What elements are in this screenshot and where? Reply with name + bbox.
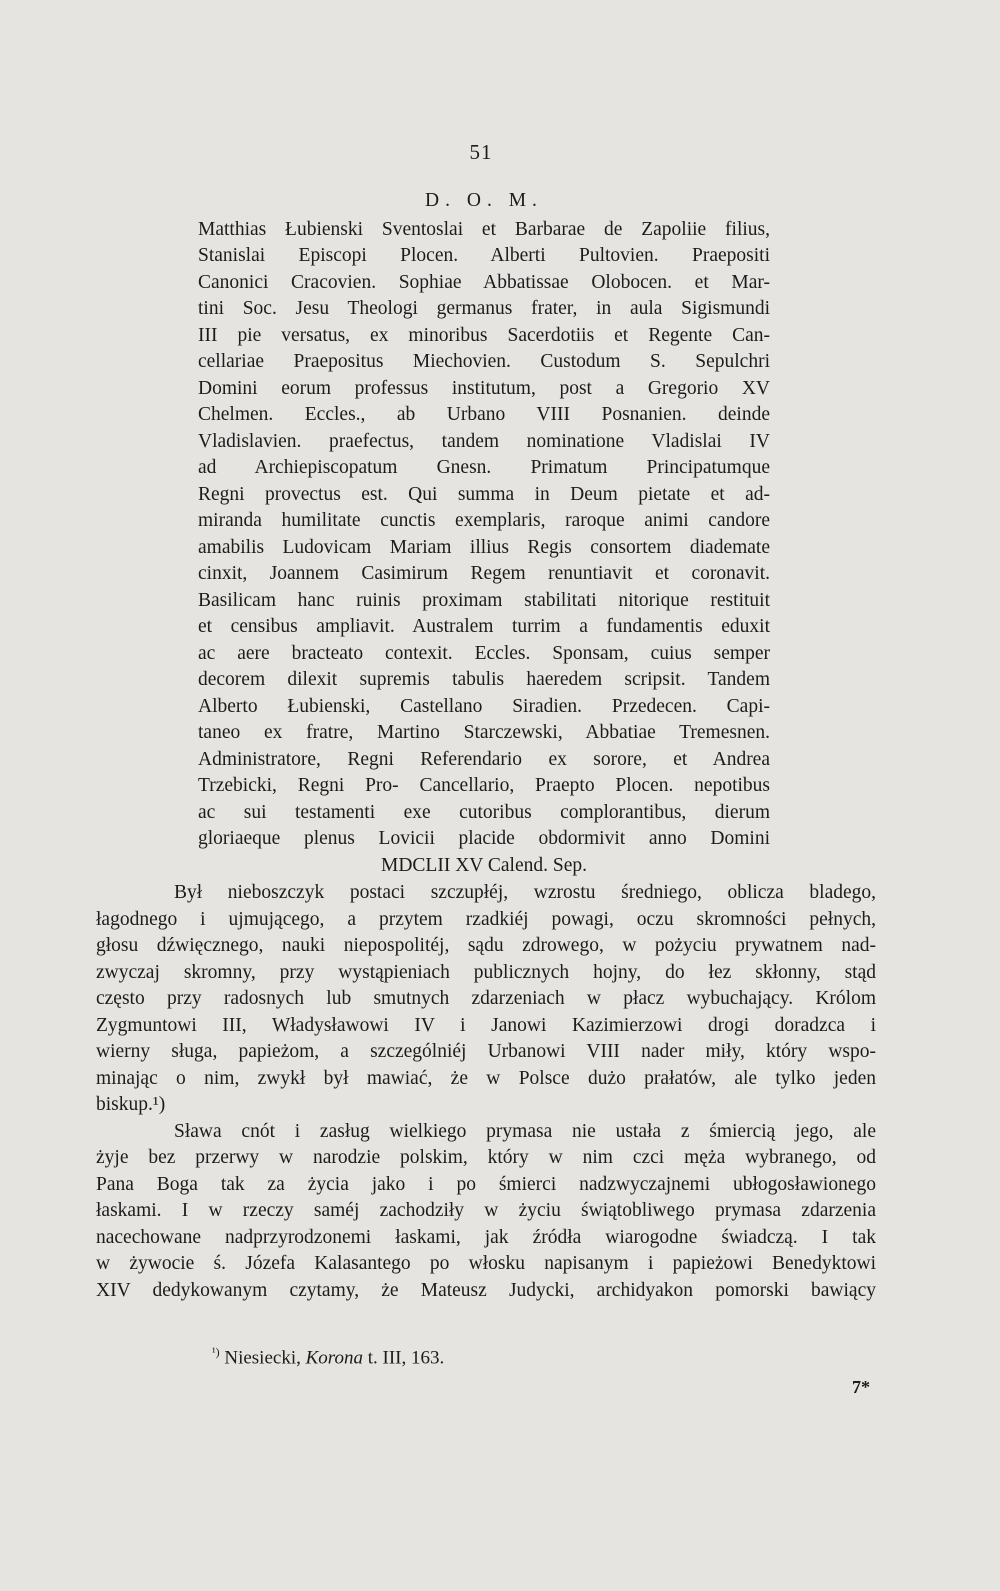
paragraph-line: głosu dźwięcznego, nauki niepospolitéj, sądu zdrowego, w pożyciu prywatnem nad- — [96, 935, 876, 956]
epitaph-line: taneo ex fratre, Martino Starczewski, Abbatiae Tremesnen. — [198, 722, 770, 743]
page-number: 51 — [469, 140, 493, 164]
epitaph-line: cellariae Praepositus Miechovien. Custodum S. Sepulchri — [198, 351, 770, 372]
epitaph-line: ac sui testamenti exe cutoribus complorantibus, dierum — [198, 801, 770, 823]
paragraph-line: XIV dedykowanym czytamy, że Mateusz Judycki, archidyakon pomorski bawiący — [96, 1279, 876, 1301]
paragraph-line: nacechowane nadprzyrodzonemi łaskami, jak źródła wiarogodne świadczą. I tak — [96, 1226, 876, 1248]
epitaph-line: tini Soc. Jesu Theologi germanus frater, in aula Sigismundi — [198, 298, 770, 319]
paragraph-line: biskup.¹) — [96, 1094, 166, 1115]
paragraph-line: często przy radosnych lub smutnych zdarzeniach w płacz wybuchający. Królom — [96, 988, 876, 1009]
epitaph-line: Domini eorum professus institutum, post a Gregorio XV — [198, 377, 770, 399]
epitaph-line: cinxit, Joannem Casimirum Regem renuntiavit et coronavit. — [198, 563, 770, 584]
epitaph-line: Vladislavien. praefectus, tandem nominatione Vladislai IV — [198, 430, 770, 452]
paragraph-line: wierny sługa, papieżom, a szczególniéj Urbanowi VIII nader miły, który wspo- — [96, 1041, 876, 1062]
epitaph-line: Administratore, Regni Referendario ex sorore, et Andrea — [198, 748, 770, 770]
epitaph-line: Alberto Łubienski, Castellano Siradien. Przedecen. Capi- — [198, 695, 770, 717]
epitaph-line: Stanislai Episcopi Plocen. Alberti Pultovien. Praepositi — [198, 245, 770, 266]
epitaph-line: Chelmen. Eccles., ab Urbano VIII Posnanien. deinde — [198, 404, 770, 425]
epitaph-heading: D. O. M. — [425, 190, 543, 211]
epitaph-line: ad Archiepiscopatum Gnesn. Primatum Principatumque — [198, 457, 770, 478]
paragraph-line: Sława cnót i zasług wielkiego prymasa nie ustała z śmiercią jego, ale — [174, 1120, 876, 1142]
paragraph-line: zwyczaj skromny, przy wystąpieniach publicznych hojny, do łez skłonny, stąd — [96, 961, 876, 983]
epitaph-line: amabilis Ludovicam Mariam illius Regis consortem diademate — [198, 536, 770, 558]
epitaph-closing: MDCLII XV Calend. Sep. — [381, 854, 587, 876]
paragraph-line: Zygmuntowi III, Władysławowi IV i Janowi Kazimierzowi drogi doradzca i — [96, 1014, 876, 1036]
footnote — [212, 1345, 444, 1369]
epitaph-line: et censibus ampliavit. Australem turrim a fundamentis eduxit — [198, 616, 770, 637]
paragraph-line: łagodnego i ujmującego, a przytem rzadkiéj powagi, oczu skromności pełnych, — [96, 908, 876, 930]
epitaph-line: Canonici Cracovien. Sophiae Abbatissae Olobocen. et Mar- — [198, 271, 770, 293]
epitaph-line: III pie versatus, ex minoribus Sacerdotiis et Regente Can- — [198, 324, 770, 346]
footnote-author: Niesiecki, — [224, 1347, 301, 1369]
epitaph-line: gloriaeque plenus Lovicii placide obdormivit anno Domini — [198, 828, 770, 849]
epitaph-line: Basilicam hanc ruinis proximam stabilitati nitorique restituit — [198, 589, 770, 611]
paragraph-line: Pana Boga tak za życia jako i po śmierci nadzwyczajnemi ubłogosławionego — [96, 1173, 876, 1195]
footnote-marker: ¹) — [212, 1345, 220, 1359]
paragraph-line: żyje bez przerwy w narodzie polskim, który w nim czci męża wybranego, od — [96, 1147, 876, 1168]
epitaph-line: ac aere bracteato contexit. Eccles. Sponsam, cuius semper — [198, 642, 770, 664]
signature-mark: 7* — [852, 1377, 870, 1397]
paragraph-line: w żywocie ś. Józefa Kalasantego po włosku napisanym i papieżowi Benedyktowi — [96, 1253, 876, 1274]
paragraph-line: Był nieboszczyk postaci szczupłéj, wzrostu średniego, oblicza bladego, — [174, 882, 876, 903]
epitaph-line: miranda humilitate cunctis exemplaris, raroque animi candore — [198, 510, 770, 531]
paragraph-line: łaskami. I w rzeczy saméj zachodziły w życiu świątobliwego prymasa zdarzenia — [96, 1200, 876, 1221]
paragraph-line: minając o nim, zwykł był mawiać, że w Polsce dużo prałatów, ale tylko jeden — [96, 1067, 876, 1089]
epitaph-inscription — [198, 188, 770, 879]
footnote-reference: t. III, 163. — [367, 1347, 445, 1369]
epitaph-line: Regni provectus est. Qui summa in Deum pietate et ad- — [198, 483, 770, 505]
body-text — [96, 880, 876, 1304]
footnote-work: Korona — [305, 1347, 363, 1369]
epitaph-line: decorem dilexit supremis tabulis haeredem scripsit. Tandem — [198, 669, 770, 690]
epitaph-line: Matthias Łubienski Sventoslai et Barbarae de Zapoliie filius, — [198, 218, 770, 240]
epitaph-line: Trzebicki, Regni Pro- Cancellario, Praepto Plocen. nepotibus — [198, 775, 770, 796]
